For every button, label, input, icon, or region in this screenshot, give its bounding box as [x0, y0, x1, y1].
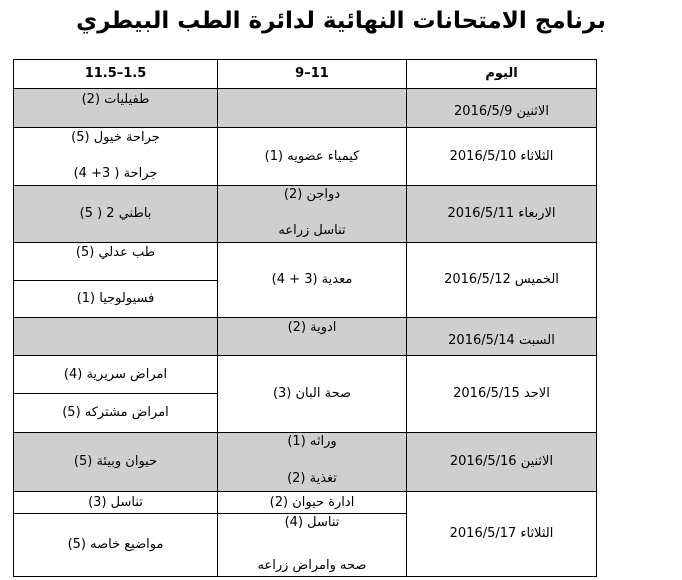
day-cell: السبت 2016/5/14: [407, 318, 597, 356]
exam-schedule-table: [13, 59, 597, 577]
mid-cell: كيمياء عضويه (1): [218, 128, 407, 186]
right-cell: تناسل (3): [14, 492, 218, 514]
subject-line: جراحة خيول (5): [71, 130, 160, 145]
day-cell: الاحد 2016/5/15: [407, 356, 597, 433]
right-cell: مواضيع خاصه (5): [14, 514, 218, 577]
subject-line: صحه وامراض زراعه: [257, 558, 367, 573]
table-row: [14, 318, 597, 356]
right-cell: فسيولوجيا (1): [14, 281, 218, 318]
table-row: [14, 89, 597, 128]
header-slot-11-5-1-5: 11.5–1.5: [14, 60, 218, 89]
table-row: [14, 128, 597, 186]
subject-line: دواجن (2): [283, 187, 341, 202]
day-cell: الثلاثاء 2016/5/10: [407, 128, 597, 186]
right-cell: طفيليات (2): [14, 89, 218, 128]
right-cell: [14, 318, 218, 356]
table-row: [14, 433, 597, 492]
mid-cell: ادوية (2): [218, 318, 407, 356]
subject-line: تناسل زراعه: [278, 223, 346, 238]
right-cell: باطني 2 ( 5): [14, 186, 218, 243]
table-header-row: [14, 60, 597, 89]
table-row: [14, 186, 597, 243]
mid-cell: [218, 514, 407, 577]
mid-cell: ادارة حيوان (2): [218, 492, 407, 514]
day-cell: الخميس 2016/5/12: [407, 243, 597, 318]
right-cell: امراض مشتركه (5): [14, 394, 218, 433]
right-cell: حيوان وبيئة (5): [14, 433, 218, 492]
right-cell: امراض سريرية (4): [14, 356, 218, 394]
mid-cell: [218, 433, 407, 492]
header-day: اليوم: [407, 60, 597, 89]
day-cell: الاثنين 2016/5/16: [407, 433, 597, 492]
day-cell: الاربعاء 2016/5/11: [407, 186, 597, 243]
table-row: [14, 492, 597, 514]
subject-line: وراثه (1): [287, 434, 337, 449]
mid-cell: صحة البان (3): [218, 356, 407, 433]
mid-cell: [218, 89, 407, 128]
day-cell: الثلاثاء 2016/5/17: [407, 492, 597, 577]
mid-cell: [218, 186, 407, 243]
subject-line: تغذية (2): [287, 471, 337, 486]
table-row: [14, 243, 597, 281]
page-title: برنامج الامتحانات النهائية لدائرة الطب البيطري: [76, 8, 606, 34]
right-cell: [14, 128, 218, 186]
subject-line: تناسل (4): [284, 515, 340, 530]
mid-cell: معدية (3 + 4): [218, 243, 407, 318]
subject-line: جراحة ( 3+ 4): [73, 166, 158, 181]
table-row: [14, 356, 597, 394]
header-slot-9-11: 9–11: [218, 60, 407, 89]
right-cell: طب عدلي (5): [14, 243, 218, 281]
day-cell: الاثنين 2016/5/9: [407, 89, 597, 128]
